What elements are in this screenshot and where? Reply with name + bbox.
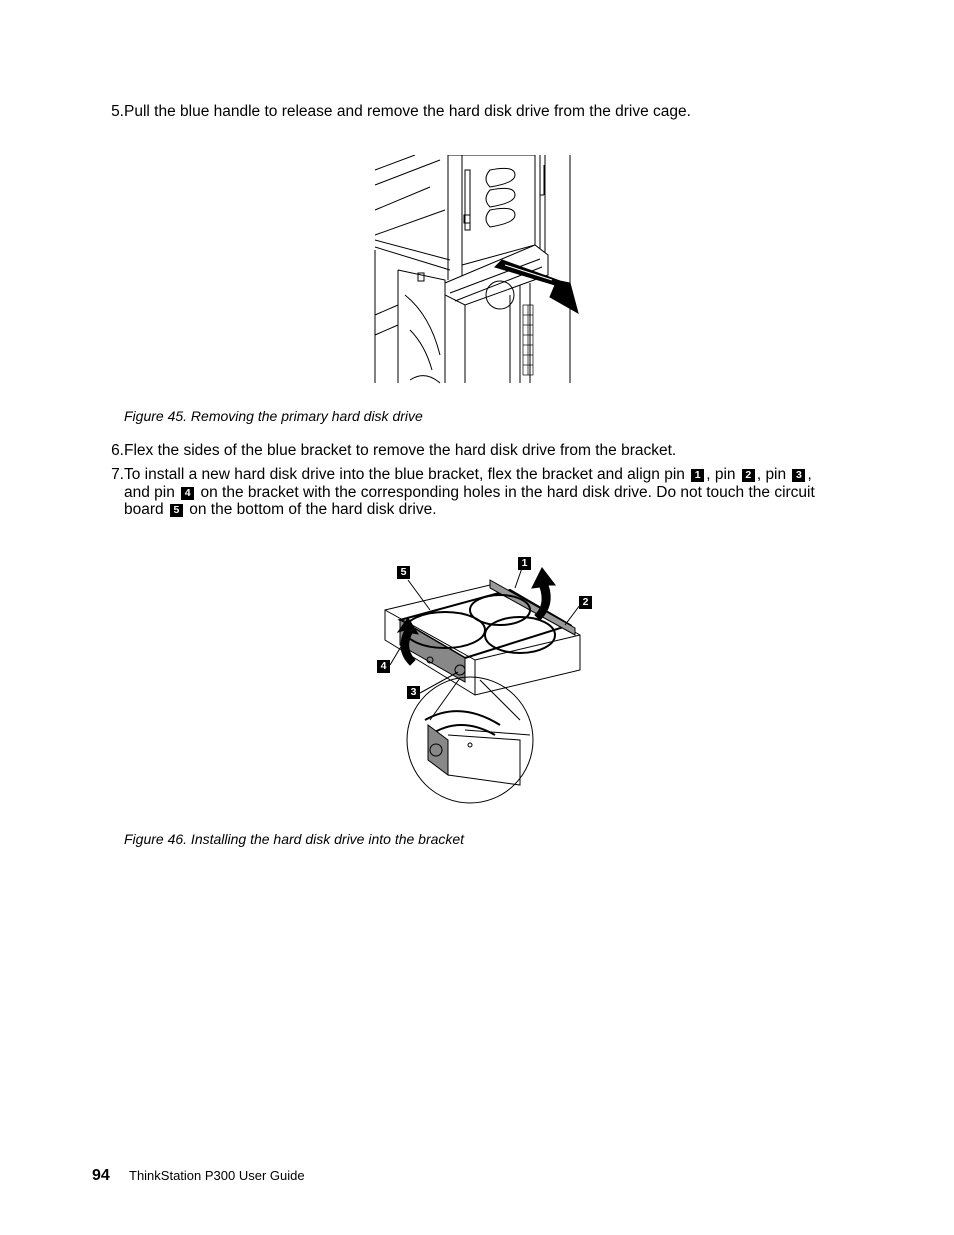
step-7 bbox=[102, 466, 862, 522]
document-title: ThinkStation P300 User Guide bbox=[129, 1168, 305, 1183]
callout-5: 5 bbox=[170, 504, 183, 517]
bracket-drawing bbox=[370, 550, 610, 810]
figure-45-caption: Figure 45. Removing the primary hard disk drive bbox=[124, 408, 423, 424]
callout-1: 1 bbox=[691, 469, 704, 482]
step-7-text-part: on the bottom of the hard disk drive. bbox=[184, 501, 437, 518]
step-5-number: 5. bbox=[111, 103, 124, 120]
step-6 bbox=[102, 442, 862, 462]
step-5 bbox=[102, 103, 862, 123]
step-6-number: 6. bbox=[111, 442, 124, 459]
figure-label-4: 4 bbox=[377, 660, 390, 673]
step-5-text: Pull the blue handle to release and remove the hard disk drive from the drive cage. bbox=[124, 103, 691, 120]
figure-label-5: 5 bbox=[397, 566, 410, 579]
step-7-text-part: on the bracket with the corresponding holes in the hard disk drive. Do not touch the circuit board bbox=[124, 483, 815, 518]
callout-3: 3 bbox=[792, 469, 805, 482]
figure-label-2: 2 bbox=[579, 596, 592, 609]
callout-2: 2 bbox=[742, 469, 755, 482]
page-number: 94 bbox=[92, 1167, 110, 1184]
step-7-text-part: , and pin bbox=[124, 466, 812, 501]
callout-4: 4 bbox=[181, 487, 194, 500]
step-7-text-part: , pin bbox=[706, 466, 740, 483]
step-7-text-part: To install a new hard disk drive into the blue bracket, flex the bracket and align pin bbox=[124, 466, 690, 483]
figure-label-3: 3 bbox=[407, 686, 420, 699]
figure-46-illustration bbox=[370, 550, 610, 810]
step-6-text: Flex the sides of the blue bracket to remove the hard disk drive from the bracket. bbox=[124, 442, 677, 459]
step-7-number: 7. bbox=[111, 466, 124, 483]
figure-label-1: 1 bbox=[518, 557, 531, 570]
step-7-text-part: , pin bbox=[756, 466, 791, 483]
figure-45-illustration bbox=[370, 155, 585, 385]
step-7-text bbox=[124, 466, 839, 519]
figure-46-caption: Figure 46. Installing the hard disk drive into the bracket bbox=[124, 831, 465, 847]
